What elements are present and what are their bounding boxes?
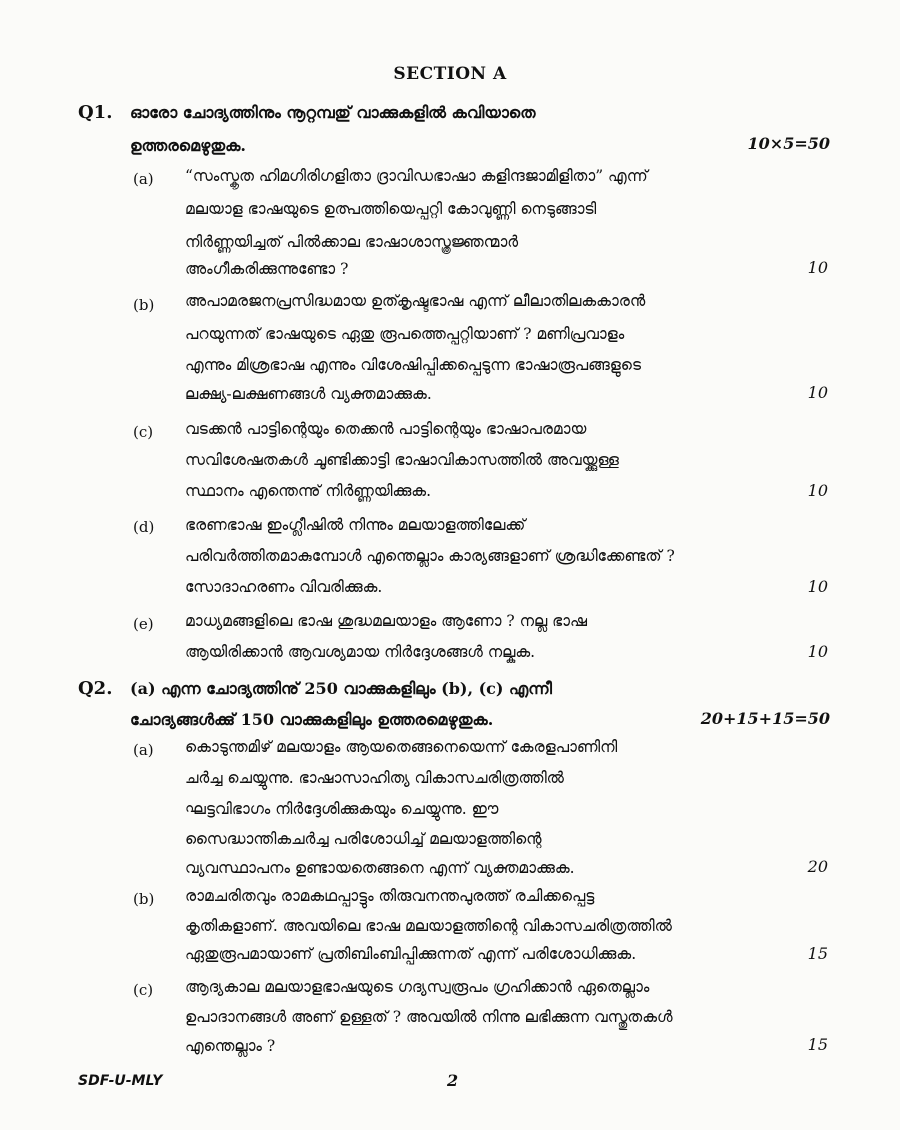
q1-instruction-line-2: ഉത്തരമെഴുതുക. <box>130 136 246 155</box>
q2-c-line: എന്തെല്ലാം ? <box>185 1037 276 1055</box>
q1-c-line: വടക്കൻ പാട്ടിന്റെയും തെക്കൻ പാട്ടിന്റെയും ഭാഷാപരമായ <box>185 420 587 438</box>
q1-d-marks: 10 <box>807 577 828 596</box>
q2-a-marks: 20 <box>807 857 828 876</box>
q1-b-label: (b) <box>133 296 155 314</box>
q1-b-line: ലക്ഷ്യ-ലക്ഷണങ്ങൾ വ്യക്തമാക്കുക. <box>185 385 432 403</box>
q2-c-line: ആദ്യകാല മലയാളഭാഷയുടെ ഗദ്യസ്വരൂപം ഗ്രഹിക്കാൻ ഏതെല്ലാം <box>185 978 650 996</box>
q2-instruction-line-2: ചോദ്യങ്ങൾക്കു് 150 വാക്കുകളിലും ഉത്തരമെഴുതുക. <box>130 710 494 729</box>
q1-a-line: മലയാള ഭാഷയുടെ ഉത്പത്തിയെപ്പറ്റി കോവുണ്ണി നെടുങ്ങാടി <box>185 200 597 218</box>
q2-b-line: കൃതികളാണ്. അവയിലെ ഭാഷ മലയാളത്തിന്റെ വികാസചരിത്രത്തിൽ <box>185 917 672 935</box>
q2-c-label: (c) <box>133 981 154 999</box>
q2-b-label: (b) <box>133 890 155 908</box>
q1-c-line: സ്ഥാനം എന്തെന്നു് നിർണ്ണയിക്കുക. <box>185 482 432 500</box>
footer-exam-code: SDF-U-MLY <box>78 1073 163 1089</box>
q1-a-marks: 10 <box>807 258 828 277</box>
q2-c-line: ഉപാദാനങ്ങൾ അണ് ഉള്ളത് ? അവയിൽ നിന്നു ലഭിക്കുന്ന വസ്തുതകൾ <box>185 1008 673 1026</box>
q1-a-label: (a) <box>133 170 154 188</box>
q1-e-line: ആയിരിക്കാൻ ആവശ്യമായ നിർദ്ദേശങ്ങൾ നല്കുക. <box>185 643 536 661</box>
q1-a-line: നിർണ്ണയിച്ചത് പിൽക്കാല ഭാഷാശാസ്ത്രജ്ഞന്മാർ <box>185 233 519 251</box>
q1-e-line: മാധ്യമങ്ങളിലെ ഭാഷ ശുദ്ധമലയാളം ആണോ ? നല്ല ഭാഷ <box>185 612 588 630</box>
q1-a-line: “സംസ്കൃത ഹിമഗിരിഗളിതാ ദ്രാവിഡഭാഷാ കളിന്ദജാമിളിതാ” എന്ന് <box>185 167 648 185</box>
q1-b-line: പറയുന്നത് ഭാഷയുടെ ഏതു രൂപത്തെപ്പറ്റിയാണ് ? മണിപ്രവാളം <box>185 325 625 343</box>
footer-page-number: 2 <box>447 1071 459 1090</box>
q1-d-line: ഭരണഭാഷ ഇംഗ്ലീഷിൽ നിന്നും മലയാളത്തിലേക്ക് <box>185 516 526 534</box>
q1-d-line: പരിവർത്തിതമാകുമ്പോൾ എന്തെല്ലാം കാര്യങ്ങളാണ് ശ്രദ്ധിക്കേണ്ടത് ? <box>185 547 675 565</box>
q1-b-marks: 10 <box>807 383 828 402</box>
q1-number: Q1. <box>78 102 113 123</box>
q1-instruction-line-1: ഓരോ ചോദ്യത്തിനും നൂറ്റമ്പതു് വാക്കുകളിൽ കവിയാതെ <box>130 103 536 122</box>
q2-a-line: ഘട്ടവിഭാഗം നിർദ്ദേശിക്കുകയും ചെയ്യുന്നു. ഈ <box>185 800 499 818</box>
q1-c-line: സവിശേഷതകൾ ചൂണ്ടിക്കാട്ടി ഭാഷാവികാസത്തിൽ അവയ്ക്കുള്ള <box>185 451 619 469</box>
q2-b-line: രാമചരിതവും രാമകഥപ്പാട്ടും തിരുവനന്തപുരത്ത് രചിക്കപ്പെട്ട <box>185 887 595 905</box>
q1-b-line: എന്നും മിശ്രഭാഷ എന്നും വിശേഷിപ്പിക്കപ്പെടുന്ന ഭാഷാരൂപങ്ങളുടെ <box>185 356 642 374</box>
q2-c-marks: 15 <box>807 1035 828 1054</box>
q2-instruction-line-1: (a) എന്ന ചോദ്യത്തിനു് 250 വാക്കുകളിലും (b), (c) എന്നീ <box>130 679 552 698</box>
q1-d-line: സോദാഹരണം വിവരിക്കുക. <box>185 578 383 596</box>
section-title: SECTION A <box>393 64 507 84</box>
q2-a-label: (a) <box>133 741 154 759</box>
q2-b-marks: 15 <box>807 944 828 963</box>
q1-e-label: (e) <box>133 615 154 633</box>
q2-a-line: കൊടുന്തമിഴ് മലയാളം ആയതെങ്ങനെയെന്ന് കേരളപാണിനി <box>185 738 618 756</box>
q1-c-marks: 10 <box>807 481 828 500</box>
q1-e-marks: 10 <box>807 642 828 661</box>
q1-b-line: അപാമരജനപ്രസിദ്ധമായ ഉത്കൃഷ്ടഭാഷ എന്ന് ലീലാതിലകകാരൻ <box>185 292 646 310</box>
q2-a-line: സൈദ്ധാന്തികചർച്ച പരിശോധിച്ച് മലയാളത്തിന്റെ <box>185 830 542 848</box>
q1-total-marks: 10×5=50 <box>747 134 830 153</box>
q1-a-line: അംഗീകരിക്കുന്നുണ്ടോ ? <box>185 260 349 278</box>
q2-a-line: വ്യവസ്ഥാപനം ഉണ്ടായതെങ്ങനെ എന്ന് വ്യക്തമാക്കുക. <box>185 859 575 877</box>
q1-d-label: (d) <box>133 518 155 536</box>
q2-total-marks: 20+15+15=50 <box>700 709 830 728</box>
q2-number: Q2. <box>78 678 113 699</box>
q2-a-line: ചർച്ച ചെയ്യുന്നു. ഭാഷാസാഹിത്യ വികാസചരിത്രത്തിൽ <box>185 769 564 787</box>
q1-c-label: (c) <box>133 423 154 441</box>
q2-b-line: ഏതുരൂപമായാണ് പ്രതിബിംബിപ്പിക്കുന്നത് എന്ന് പരിശോധിക്കുക. <box>185 945 637 963</box>
